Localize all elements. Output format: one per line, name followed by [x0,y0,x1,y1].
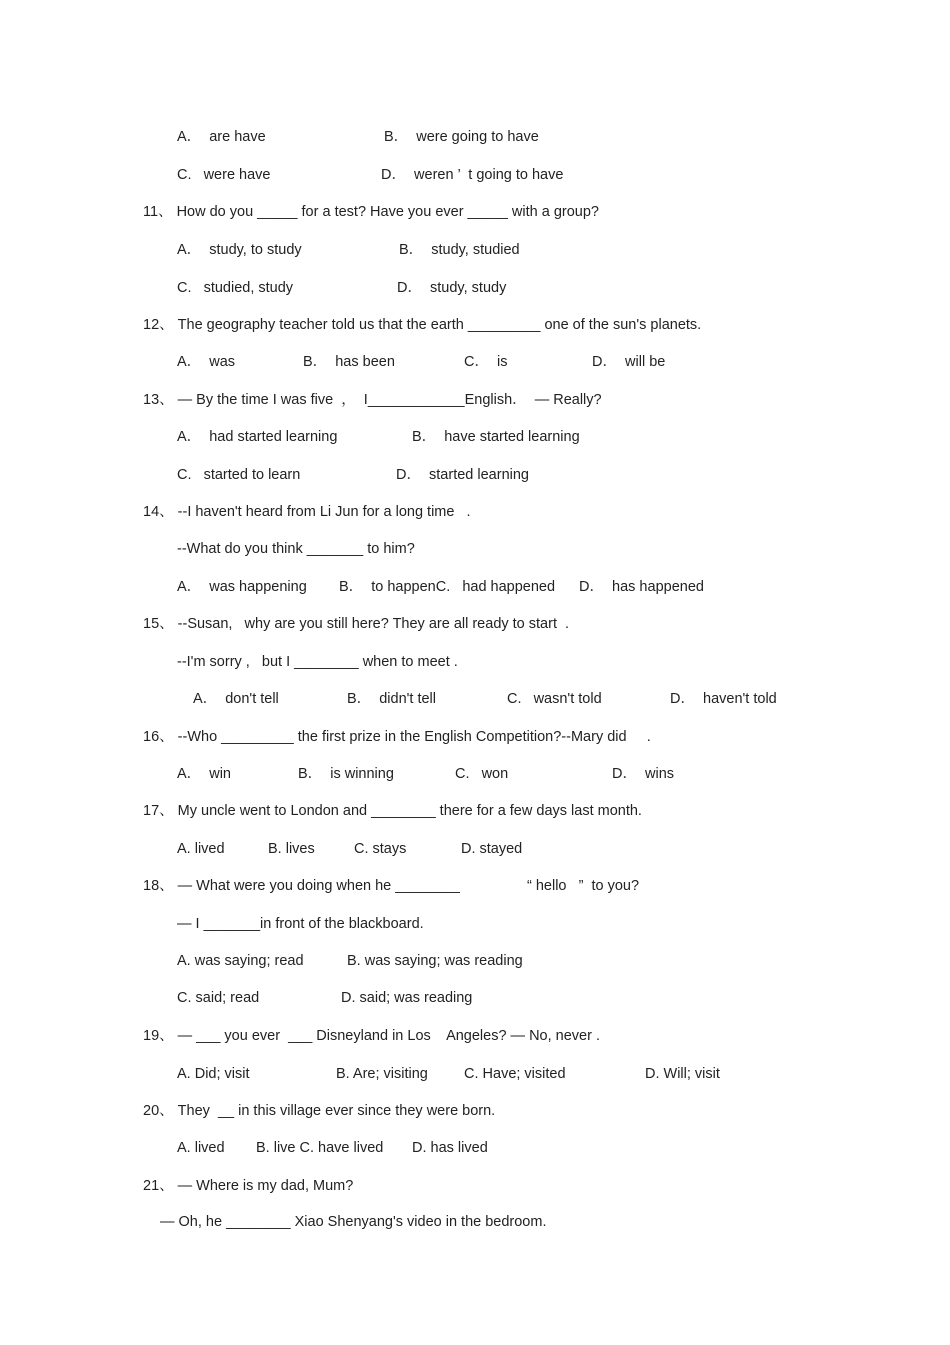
q15-option-b: B． didn't tell [347,691,437,707]
q20-option-d: D. has lived [412,1140,488,1156]
q20-option-a: A. lived [177,1140,225,1156]
q12-option-a: A． was [177,354,236,370]
q12-option-d: D． will be [592,354,666,370]
question-15: 15、 --Susan, why are you still here? They are all ready to start . [143,616,570,632]
q14-option-a: A． was happening [177,579,307,595]
q12-option-c: C． is [464,354,508,370]
q16-option-d: D． wins [612,766,675,782]
q21-reply: — Oh, he ________ Xiao Shenyang's video in the bedroom. [160,1214,547,1230]
q12-option-b: B． has been [303,354,395,370]
q18-option-b: B. was saying; was reading [347,953,523,969]
q20-option-b-c: B. live C. have lived [256,1140,384,1156]
q10-option-b: B． were going to have [384,129,539,145]
q14-option-d: D． has happened [579,579,704,595]
q13-option-c: C. started to learn [177,467,301,483]
q15-option-a: A． don't tell [193,691,279,707]
q18-option-c: C. said; read [177,990,260,1006]
q18-reply: — I _______in front of the blackboard. [177,916,424,932]
q14-reply: --What do you think _______ to him? [177,541,415,557]
q16-option-a: A． win [177,766,231,782]
question-14: 14、 --I haven't heard from Li Jun for a long time . [143,504,471,520]
question-16: 16、 --Who _________ the first prize in the English Competition?--Mary did . [143,729,651,745]
question-19: 19、 — ___ you ever ___ Disneyland in Los Angeles? — No, never . [143,1028,601,1044]
question-18: 18、 — What were you doing when he ________ [143,878,460,894]
q11-option-d: D． study, study [397,280,507,296]
q16-option-c: C. won [455,766,509,782]
q19-option-a: A. Did; visit [177,1066,250,1082]
question-17: 17、 My uncle went to London and ________ there for a few days last month. [143,803,642,819]
q11-option-b: B． study, studied [399,242,520,258]
q17-option-b: B. lives [268,841,315,857]
q11-option-a: A． study, to study [177,242,302,258]
q18-option-a: A. was saying; read [177,953,304,969]
q10-option-c: C. were have [177,167,271,183]
q14-option-b-c: B． to happenC. had happened [339,579,556,595]
q13-option-a: A． had started learning [177,429,338,445]
question-12: 12、 The geography teacher told us that the earth _________ one of the sun's planets. [143,317,702,333]
q17-option-d: D. stayed [461,841,523,857]
q19-option-c: C. Have; visited [464,1066,566,1082]
q19-option-d: D. Will; visit [645,1066,720,1082]
q10-option-d: D． weren ’ t going to have [381,167,564,183]
q11-option-c: C. studied, study [177,280,294,296]
q10-option-a: A． are have [177,129,266,145]
q17-option-c: C. stays [354,841,407,857]
q15-reply: --I'm sorry , but I ________ when to meet . [177,654,458,670]
q16-option-b: B． is winning [298,766,394,782]
question-18-end: “ hello ” to you? [527,878,640,894]
question-13: 13、 — By the time I was five ， I____________English． — Really? [143,392,602,408]
q13-option-b: B． have started learning [412,429,580,445]
q13-option-d: D． started learning [396,467,529,483]
q15-option-d: D． haven't told [670,691,777,707]
question-21: 21、 — Where is my dad, Mum? [143,1178,354,1194]
q17-option-a: A. lived [177,841,225,857]
q18-option-d: D. said; was reading [341,990,473,1006]
q15-option-c: C. wasn't told [507,691,602,707]
question-20: 20、 They __ in this village ever since they were born. [143,1103,496,1119]
q19-option-b: B. Are; visiting [336,1066,428,1082]
question-11: 11、 How do you _____ for a test? Have you ever _____ with a group? [143,204,599,220]
